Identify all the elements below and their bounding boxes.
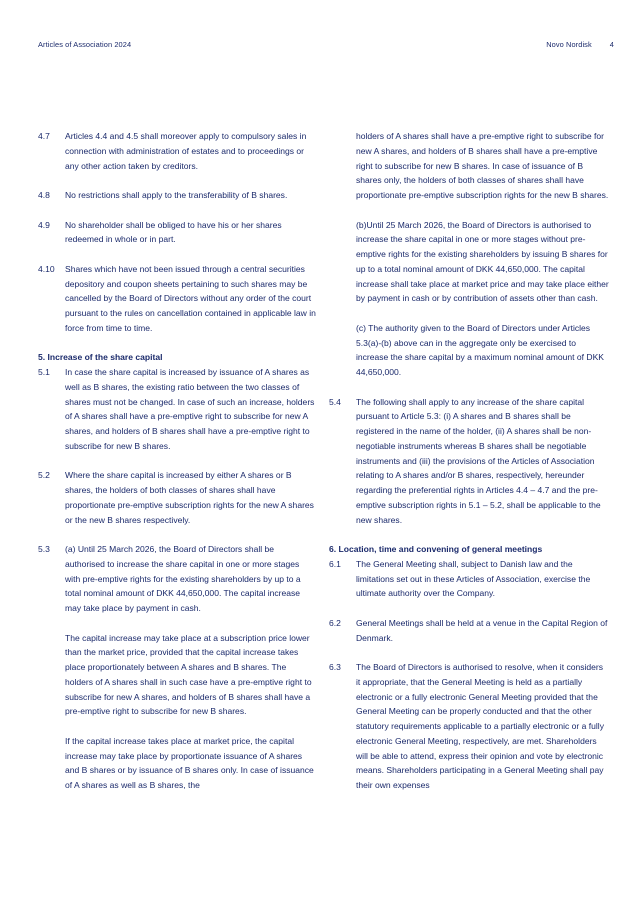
article-paragraph: (c) The authority given to the Board of Directors under Articles 5.3(a)-(b) above can in the aggregate only be exercised to increase the share capital by a maximum nominal amount of DKK 44,650,000.: [356, 322, 604, 377]
article-number: 6.1: [329, 558, 341, 569]
article-5-2: [38, 468, 316, 527]
article-number: 6.3: [329, 662, 341, 672]
article-5-3: [38, 542, 316, 793]
section-6-heading: 6. Location, time and convening of general meetings: [329, 544, 543, 554]
article-5-4: [329, 395, 609, 528]
article-text: General Meetings shall be held at a venue in the Capital Region of Denmark.: [356, 617, 608, 643]
article-4-8: [38, 188, 316, 203]
article-6-2: [329, 616, 609, 646]
article-number: 4.7: [38, 131, 50, 141]
article-number: 5.4: [329, 396, 341, 407]
company-name: Novo Nordisk: [546, 40, 592, 49]
article-text: Where the share capital is increased by either A shares or B shares, the holders of both classes of shares shall have proportionate pre-emptive subscription rights for the new A shares or the new B shares respectively.: [65, 470, 314, 525]
article-5-1: [38, 365, 316, 454]
article-6-1: [329, 557, 609, 601]
article-text: The General Meeting shall, subject to Danish law and the limitations set out in these Articles of Association, exercise the ultimate authority over the Company.: [356, 558, 591, 599]
article-number: 5.3: [38, 544, 50, 554]
article-paragraph: The capital increase may take place at a subscription price lower than the market price, provided that the capital increase takes place proportionately between A shares and B shares. The holders of A shares shall in such case have a pre-emptive right to subscribe for new A shares, and holders of B shares shall have a pre-emptive right to subscribe for new B shares.: [65, 632, 312, 717]
left-column: [38, 129, 316, 793]
article-text: In case the share capital is increased by issuance of A shares as well as B shares, the existing ratio between the two classes of shares must not be changed. In case of such an increase, holders of A shares shall have a pre-emptive right to subscribe for new A shares, and holders of B shares shall have a pre-emptive right to subscribe for new B shares.: [65, 367, 315, 451]
article-6-3: [329, 660, 609, 793]
article-number: 4.9: [38, 219, 50, 230]
article-4-10: [38, 262, 316, 336]
article-text: Articles 4.4 and 4.5 shall moreover apply to compulsory sales in connection with administration of estates and to proceedings or any other action taken by creditors.: [65, 131, 307, 171]
article-paragraph: If the capital increase takes place at market price, the capital increase may take place by proportionate issuance of A shares and B shares or by issuance of B shares only. In case of issuance of A shares as well as B shares, the: [65, 735, 314, 790]
article-text: The following shall apply to any increase of the share capital pursuant to Article 5.3: (i) A shares and B shares shall be registered in the name of the holder, (ii) A shares shall be non-negotiable instruments whereas B shares shall be negotiable instruments and (iii) the provisions of the Articles of Association relating to A shares and/or B shares, respectively, hereunder regarding the preferential rights in Articles 4.4 – 4.7 and the pre-emptive subscription rights in 5.1 – 5.2, shall be applicable to the new shares.: [356, 396, 601, 525]
article-number: 4.8: [38, 190, 50, 200]
article-4-7: [38, 129, 316, 173]
page-number: 4: [609, 40, 614, 49]
article-5-3-continued: [329, 129, 609, 380]
article-text: No restrictions shall apply to the transferability of B shares.: [65, 190, 288, 200]
article-4-9: [38, 218, 316, 248]
article-number: 4.10: [38, 263, 55, 274]
document-title: Articles of Association 2024: [38, 40, 132, 49]
article-paragraph: (b)Until 25 March 2026, the Board of Directors is authorised to increase the share capital in one or more stages without pre-emptive rights for the existing shareholders by issuing B shares for up to a total nominal amount of DKK 44,650,000. The capital increase shall take place at market price and may take place either by payment in cash or by contribution of assets other than cash.: [356, 219, 609, 304]
article-text: No shareholder shall be obliged to have his or her shares redeemed in whole or in part.: [65, 219, 282, 245]
article-paragraph: (a) Until 25 March 2026, the Board of Directors shall be authorised to increase the share capital in one or more stages with pre-emptive rights for the existing shareholders by up to a total nominal amount of DKK 44,650,000. The capital increase may take place by payment in cash.: [65, 544, 301, 613]
article-text: The Board of Directors is authorised to resolve, when it considers it appropriate, that the General Meeting is held as a partially electronic or a fully electronic General Meeting provided that the General Meeting can be properly conducted and that the other statutory requirements applicable to a partially electronic or a fully electronic General Meeting, respectively, are met. Shareholders will be able to attend, express their opinion and vote by electronic means. Shareholders participating in a General Meeting shall pay their own expenses: [356, 662, 604, 790]
article-number: 5.2: [38, 470, 50, 481]
article-number: 6.2: [329, 617, 341, 628]
article-text: Shares which have not been issued through a central securities depository and coupon sheets pertaining to such shares may be cancelled by the Board of Directors without any order of the court pursuant to the rules on cancellation contained in applicable law in force from time to time.: [65, 263, 316, 333]
right-column: [329, 129, 609, 793]
section-5-heading: 5. Increase of the share capital: [38, 352, 163, 363]
header-right: [546, 40, 614, 49]
article-number: 5.1: [38, 367, 50, 377]
article-paragraph: holders of A shares shall have a pre-emptive right to subscribe for new A shares, and holders of B shares shall have a pre-emptive right to subscribe for new B shares. In case of issuance of B shares only, the holders of both classes of shares shall have proportionate pre-emptive subscription rights for the new B shares.: [356, 131, 609, 200]
